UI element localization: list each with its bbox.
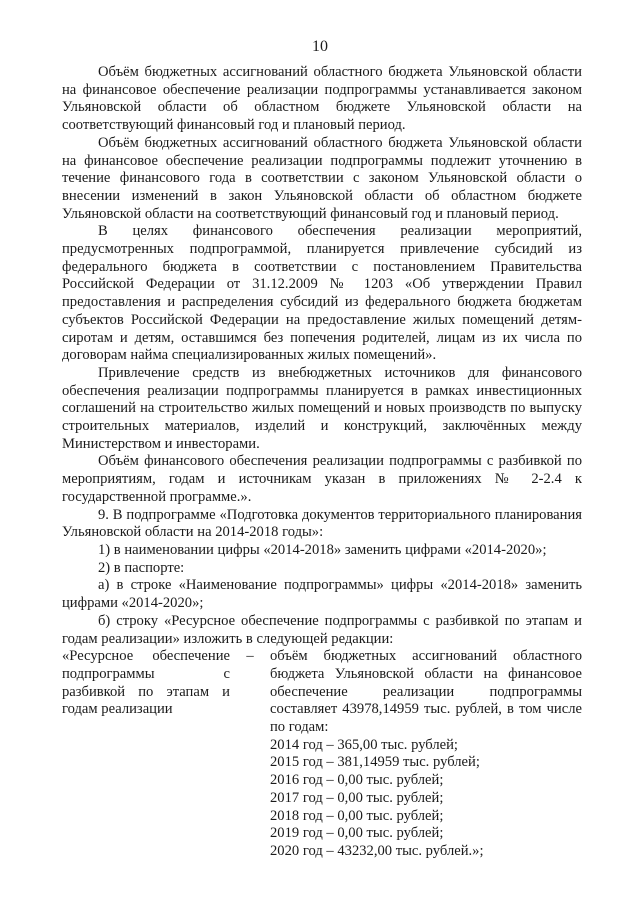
paragraph-2: Объём бюджетных ассигнований областного бюджета Ульяновской области на финансовое обеспечение реализации подпрограммы подлежит уточнению в течение финансового года в соответствии с законом Ульяновской области о внесении изменений в закон Ульяновской области об областном бюджете Ульяновской области на соответствующий финансовый год и плановый период.	[62, 134, 582, 222]
year-line: 2016 год – 0,00 тыс. рублей;	[270, 772, 444, 789]
paragraph-9: а) в строке «Наименование подпрограммы» цифры «2014-2018» заменить цифрами «2014-2020»;	[62, 577, 582, 612]
year-line: 2015 год – 381,14959 тыс. рублей;	[270, 754, 480, 771]
paragraph-4: Привлечение средств из внебюджетных источников для финансового обеспечения реализации подпрограммы планируется в рамках инвестиционных соглашений на строительство жилых помещений и новых производств по выпуску строительных материалов, изделий и конструкций, заключённых между Министерством и инвесторами.	[62, 364, 582, 452]
resource-table-value	[270, 648, 582, 860]
year-line: 2014 год – 365,00 тыс. рублей;	[270, 736, 458, 753]
year-list	[270, 737, 582, 861]
paragraph-7: 1) в наименовании цифры «2014-2018» заменить цифрами «2014-2020»;	[98, 541, 547, 558]
year-line: 2018 год – 0,00 тыс. рублей;	[270, 807, 444, 824]
year-line: 2017 год – 0,00 тыс. рублей;	[270, 789, 444, 806]
paragraph-5: Объём финансового обеспечения реализации подпрограммы с разбивкой по мероприятиям, годам и источникам указан в приложениях № 2-2.4 к государственной программе.».	[62, 453, 582, 505]
paragraph-6: 9. В подпрограмме «Подготовка документов территориального планирования Ульяновской области на 2014-2018 годы»:	[62, 506, 582, 541]
resource-table	[62, 648, 582, 860]
page-number: 10	[312, 38, 328, 55]
paragraph-8: 2) в паспорте:	[98, 559, 185, 576]
paragraph-10: б) строку «Ресурсное обеспечение подпрограммы с разбивкой по этапам и годам реализации» изложить в следующей редакции:	[62, 612, 582, 647]
resource-table-label: «Ресурсное обеспечение подпрограммы с разбивкой по этапам и годам реализации	[62, 648, 230, 718]
resource-table-dash: –	[246, 648, 254, 665]
document-body	[62, 64, 582, 861]
year-line: 2019 год – 0,00 тыс. рублей;	[270, 825, 444, 842]
year-line: 2020 год – 43232,00 тыс. рублей.»;	[270, 842, 484, 859]
paragraph-1: Объём бюджетных ассигнований областного бюджета Ульяновской области на финансовое обеспечение реализации подпрограммы устанавливается законом Ульяновской области об областном бюджете Ульяновской области на соответствующий финансовый год и плановый период.	[62, 64, 582, 134]
resource-summary: объём бюджетных ассигнований областного бюджета Ульяновской области на финансовое обеспечение реализации подпрограммы составляет 43978,14959 тыс. рублей, в том числе по годам:	[270, 648, 582, 736]
paragraph-3: В целях финансового обеспечения реализации мероприятий, предусмотренных подпрограммой, планируется привлечение субсидий из федерального бюджета в соответствии с постановлением Правительства Российской Федерации от 31.12.2009 № 1203 «Об утверждении Правил предоставления и распределения субсидий из федерального бюджета бюджетам субъектов Российской Федерации на предоставление жилых помещений детям-сиротам и детям, оставшимся без попечения родителей, лицам из их числа по договорам найма специализированных жилых помещений».	[62, 223, 582, 364]
